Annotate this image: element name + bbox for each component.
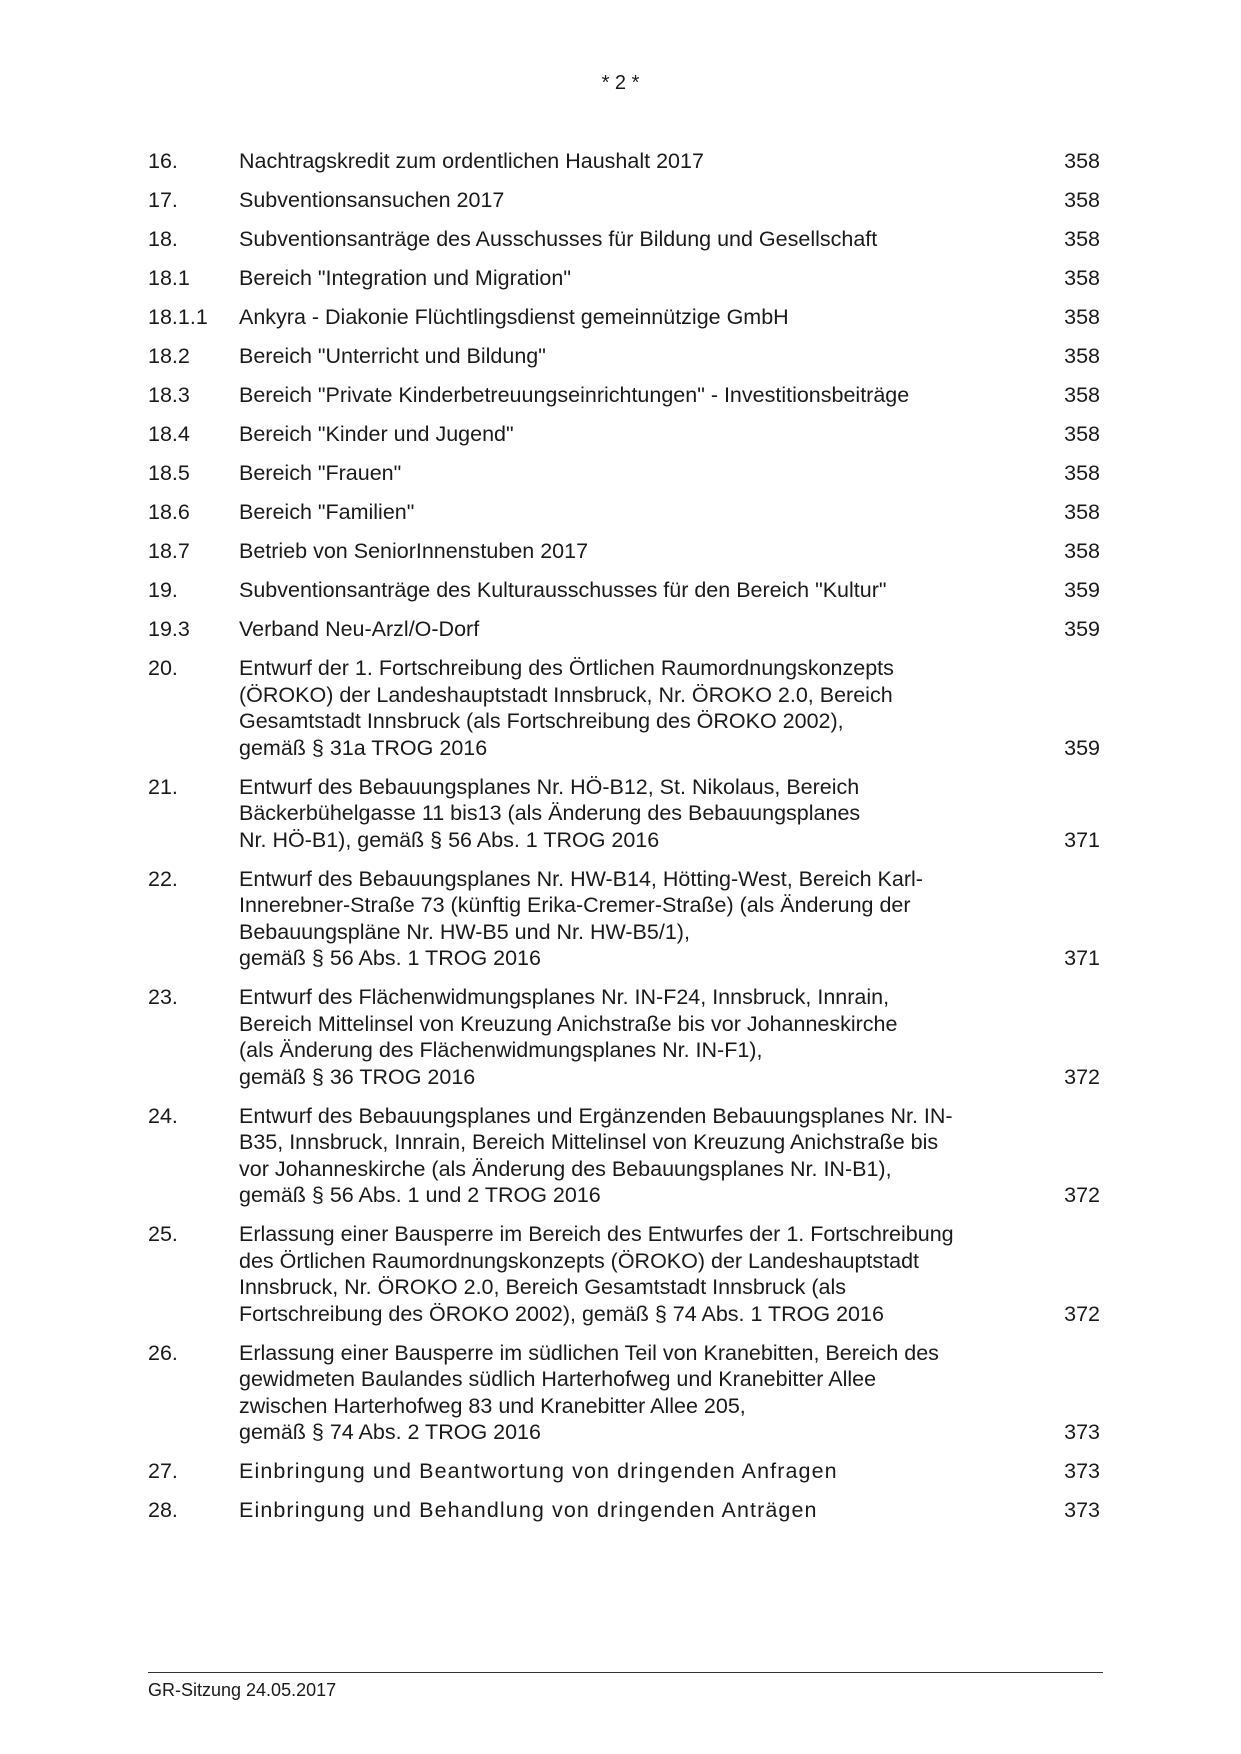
- toc-entry-number: 27.: [148, 1459, 178, 1483]
- toc-entry-title-line: gemäß § 31a TROG 2016: [239, 735, 488, 760]
- toc-entry: [148, 148, 1100, 175]
- toc-entry: [148, 226, 1100, 253]
- toc-entry-number: 18.2: [148, 344, 190, 368]
- toc-entry: [148, 187, 1100, 214]
- toc-entry-title-line: gemäß § 74 Abs. 2 TROG 2016: [239, 1420, 541, 1444]
- toc-entry-title-line: Nachtragskredit zum ordentlichen Haushalt 2017: [239, 149, 704, 173]
- toc-entry-page: 359: [1064, 578, 1100, 602]
- toc-entry-title-line: Erlassung einer Bausperre im Bereich des Entwurfes der 1. Fortschreibung: [239, 1222, 954, 1246]
- toc-entry-title-line: Bereich "Integration und Migration": [239, 266, 571, 290]
- toc-entry: [148, 1458, 1100, 1485]
- toc-entry: [148, 1497, 1100, 1524]
- toc-entry-title-line: Entwurf des Bebauungsplanes Nr. HW-B14, Hötting-West, Bereich Karl-: [239, 866, 923, 891]
- toc-entry-page: 358: [1064, 500, 1100, 524]
- toc-entry-title-line: B35, Innsbruck, Innrain, Bereich Mittelinsel von Kreuzung Anichstraße bis: [239, 1130, 939, 1154]
- toc-entry-number: 18.1: [148, 266, 190, 290]
- toc-entry-title-line: Einbringung und Beantwortung von dringenden Anfragen: [239, 1459, 838, 1483]
- toc-entry-number: 23.: [148, 985, 178, 1009]
- toc-entry-title: [239, 538, 1019, 565]
- toc-entry-page: 358: [1064, 227, 1100, 251]
- toc-entry: [148, 774, 1100, 854]
- toc-entry-title-line: Erlassung einer Bausperre im südlichen Teil von Kranebitten, Bereich des: [239, 1340, 939, 1365]
- toc-entry: [148, 499, 1100, 526]
- toc-entry-page: 373: [1064, 1459, 1100, 1483]
- toc-entry-title-line: gemäß § 56 Abs. 1 und 2 TROG 2016: [239, 1183, 601, 1207]
- toc-entry-page: 358: [1064, 344, 1100, 368]
- toc-entry-title-line: Bereich "Kinder und Jugend": [239, 422, 514, 446]
- toc-entry-title: [239, 774, 1019, 854]
- toc-entry-title: [239, 1458, 1019, 1485]
- toc-entry-page: 358: [1064, 266, 1100, 290]
- toc-entry: [148, 538, 1100, 565]
- toc-entry-title-line: Entwurf der 1. Fortschreibung des Örtlichen Raumordnungskonzepts: [239, 656, 894, 680]
- toc-entry-number: 20.: [148, 656, 178, 680]
- toc-entry-title-line: Fortschreibung des ÖROKO 2002), gemäß § 74 Abs. 1 TROG 2016: [239, 1301, 884, 1326]
- toc-entry-title-line: Gesamtstadt Innsbruck (als Fortschreibung des ÖROKO 2002),: [239, 709, 844, 733]
- toc-entry-number: 18.: [148, 227, 178, 251]
- toc-entry-title-line: (ÖROKO) der Landeshauptstadt Innsbruck, Nr. ÖROKO 2.0, Bereich: [239, 682, 893, 707]
- footer-session-date: GR-Sitzung 24.05.2017: [148, 1680, 337, 1700]
- toc-entry: [148, 265, 1100, 292]
- toc-entry-title-line: (als Änderung des Flächenwidmungsplanes Nr. IN-F1),: [239, 1038, 763, 1062]
- toc-entry-title: [239, 499, 1019, 526]
- table-of-contents: [148, 148, 1100, 1536]
- toc-entry-number: 21.: [148, 774, 178, 799]
- toc-entry-page: 372: [1064, 1301, 1100, 1326]
- toc-entry-title-line: Bebauungspläne Nr. HW-B5 und Nr. HW-B5/1),: [239, 919, 690, 944]
- toc-entry-title-line: Innsbruck, Nr. ÖROKO 2.0, Bereich Gesamtstadt Innsbruck (als: [239, 1275, 847, 1299]
- toc-entry-page: 358: [1064, 461, 1100, 485]
- toc-entry-title-line: Nr. HÖ-B1), gemäß § 56 Abs. 1 TROG 2016: [239, 827, 660, 852]
- toc-entry-number: 18.5: [148, 461, 190, 485]
- toc-entry-title: [239, 148, 1019, 175]
- toc-entry-page: 359: [1064, 735, 1100, 760]
- toc-entry-page: 358: [1064, 422, 1100, 446]
- toc-entry-number: 18.3: [148, 383, 190, 407]
- toc-entry-title: [239, 616, 1019, 643]
- toc-entry-title-line: Bereich Mittelinsel von Kreuzung Anichstraße bis vor Johanneskirche: [239, 1011, 898, 1036]
- toc-entry-title: [239, 304, 1019, 331]
- toc-entry-title-line: gemäß § 56 Abs. 1 TROG 2016: [239, 946, 541, 970]
- toc-entry-page: 358: [1064, 539, 1100, 563]
- toc-entry-title-line: Bereich "Familien": [239, 500, 415, 524]
- toc-entry: [148, 1221, 1100, 1327]
- toc-entry-page: 373: [1064, 1420, 1100, 1444]
- toc-entry-number: 17.: [148, 188, 178, 212]
- toc-entry-page: 371: [1064, 946, 1100, 970]
- toc-entry-title: [239, 343, 1019, 370]
- toc-entry-title: [239, 984, 1019, 1090]
- toc-entry-page: 372: [1064, 1183, 1100, 1207]
- toc-entry-number: 28.: [148, 1498, 178, 1522]
- toc-entry: [148, 304, 1100, 331]
- toc-entry-number: 16.: [148, 149, 178, 173]
- toc-entry-page: 358: [1064, 149, 1100, 173]
- toc-entry-title: [239, 421, 1019, 448]
- toc-entry-number: 18.6: [148, 500, 190, 524]
- toc-entry-title-line: Ankyra - Diakonie Flüchtlingsdienst gemeinnützige GmbH: [239, 305, 789, 329]
- toc-entry-title-line: Subventionsansuchen 2017: [239, 188, 505, 212]
- toc-entry-title: [239, 226, 1019, 253]
- toc-entry-number: 19.3: [148, 617, 190, 641]
- toc-entry-title: [239, 460, 1019, 487]
- toc-entry-title-line: Verband Neu-Arzl/O-Dorf: [239, 617, 480, 641]
- toc-entry-number: 24.: [148, 1103, 178, 1128]
- toc-entry-title: [239, 1103, 1019, 1209]
- toc-entry-title-line: gemäß § 36 TROG 2016: [239, 1064, 476, 1089]
- toc-entry-number: 19.: [148, 578, 178, 602]
- toc-entry-number: 18.1.1: [148, 305, 208, 329]
- toc-entry-title-line: Betrieb von SeniorInnenstuben 2017: [239, 539, 589, 563]
- toc-entry-page: 371: [1064, 827, 1100, 852]
- toc-entry: [148, 616, 1100, 643]
- toc-entry: [148, 577, 1100, 604]
- toc-entry: [148, 655, 1100, 761]
- toc-entry-title: [239, 265, 1019, 292]
- toc-entry-title-line: Entwurf des Bebauungsplanes Nr. HÖ-B12, St. Nikolaus, Bereich: [239, 774, 860, 799]
- toc-entry-title: [239, 655, 1019, 761]
- toc-entry-page: 359: [1064, 617, 1100, 641]
- toc-entry-title-line: Bereich "Private Kinderbetreuungseinrichtungen" - Investitionsbeiträge: [239, 383, 910, 407]
- toc-entry-title-line: Subventionsanträge des Kulturausschusses für den Bereich "Kultur": [239, 578, 887, 602]
- toc-entry-number: 25.: [148, 1222, 178, 1246]
- toc-entry-page: 372: [1064, 1064, 1100, 1089]
- toc-entry-title-line: Innerebner-Straße 73 (künftig Erika-Cremer-Straße) (als Änderung der: [239, 893, 911, 917]
- toc-entry-number: 26.: [148, 1340, 178, 1365]
- toc-entry: [148, 343, 1100, 370]
- toc-entry-title-line: Entwurf des Bebauungsplanes und Ergänzenden Bebauungsplanes Nr. IN-: [239, 1103, 953, 1128]
- toc-entry-page: 358: [1064, 383, 1100, 407]
- toc-entry: [148, 382, 1100, 409]
- toc-entry: [148, 984, 1100, 1090]
- page-number: * 2 *: [601, 72, 640, 94]
- toc-entry-title: [239, 1340, 1019, 1446]
- toc-entry-title: [239, 866, 1019, 972]
- toc-entry-title-line: des Örtlichen Raumordnungskonzepts (ÖROKO) der Landeshauptstadt: [239, 1248, 920, 1273]
- toc-entry-title-line: Bäckerbühelgasse 11 bis13 (als Änderung des Bebauungsplanes: [239, 801, 861, 825]
- toc-entry-title-line: Bereich "Frauen": [239, 461, 402, 485]
- toc-entry: [148, 1340, 1100, 1446]
- toc-entry-title: [239, 1221, 1019, 1327]
- toc-entry-title-line: Entwurf des Flächenwidmungsplanes Nr. IN-F24, Innsbruck, Innrain,: [239, 985, 890, 1009]
- toc-entry-page: 358: [1064, 188, 1100, 212]
- toc-entry-title-line: zwischen Harterhofweg 83 und Kranebitter Allee 205,: [239, 1393, 746, 1418]
- toc-entry: [148, 866, 1100, 972]
- toc-entry-title-line: Subventionsanträge des Ausschusses für Bildung und Gesellschaft: [239, 227, 878, 251]
- toc-entry-title-line: Bereich "Unterricht und Bildung": [239, 344, 546, 368]
- toc-entry-title-line: gewidmeten Baulandes südlich Harterhofweg und Kranebitter Allee: [239, 1367, 877, 1391]
- toc-entry-title: [239, 187, 1019, 214]
- toc-entry-title-line: Einbringung und Behandlung von dringenden Anträgen: [239, 1498, 818, 1522]
- toc-entry-title-line: vor Johanneskirche (als Änderung des Bebauungsplanes Nr. IN-B1),: [239, 1156, 892, 1181]
- toc-entry-number: 18.4: [148, 422, 190, 446]
- toc-entry: [148, 1103, 1100, 1209]
- footer-divider: [148, 1672, 1103, 1673]
- toc-entry-title: [239, 577, 1019, 604]
- toc-entry-page: 358: [1064, 305, 1100, 329]
- toc-entry-page: 373: [1064, 1498, 1100, 1522]
- toc-entry-title: [239, 1497, 1019, 1524]
- toc-entry: [148, 421, 1100, 448]
- toc-entry-title: [239, 382, 1019, 409]
- toc-entry-number: 18.7: [148, 539, 190, 563]
- toc-entry-number: 22.: [148, 866, 178, 891]
- toc-entry: [148, 460, 1100, 487]
